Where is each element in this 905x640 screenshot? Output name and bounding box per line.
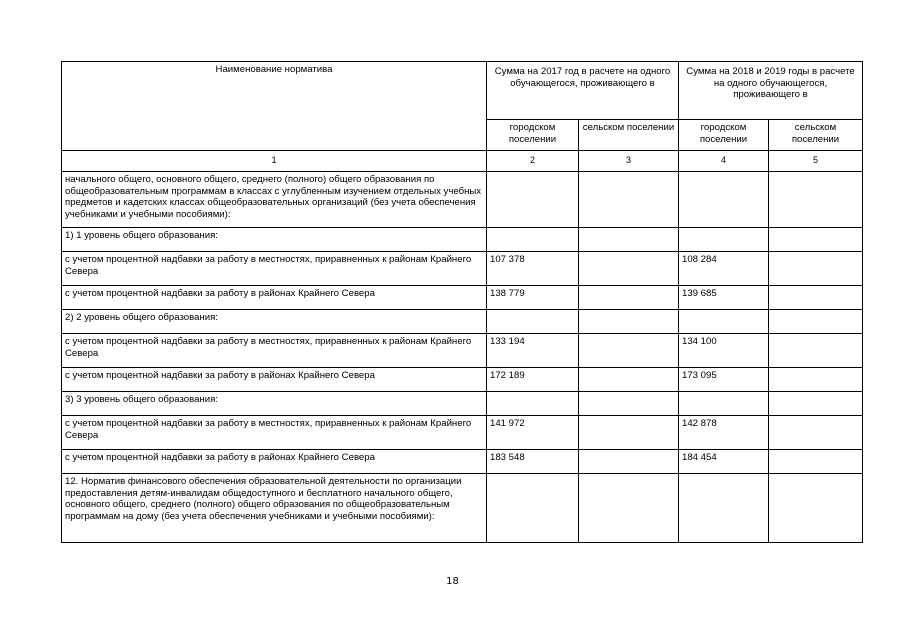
row-name-cell: с учетом процентной надбавки за работу в местностях, приравненных к районам Крайнего Севера (62, 334, 487, 368)
value-2018-rural (769, 416, 863, 450)
value-2017-urban (487, 310, 579, 334)
normatives-table (61, 61, 863, 543)
row-name-cell: 12. Норматив финансового обеспечения образовательной деятельности по организации предоставления детям-инвалидам общедоступного и бесплатного начального общего, основного общего, среднего (полного) общего образования по общеобразовательным программам на дому (без учета обеспечения учебниками и учебными пособиями): (62, 474, 487, 543)
value-2017-urban: 172 189 (487, 368, 579, 392)
value-2018-urban: 139 685 (679, 286, 769, 310)
value-2018-rural (769, 286, 863, 310)
table-row (62, 368, 863, 392)
value-2017-rural (579, 334, 679, 368)
table-row (62, 252, 863, 286)
row-name-cell: с учетом процентной надбавки за работу в местностях, приравненных к районам Крайнего Севера (62, 252, 487, 286)
value-2018-urban: 108 284 (679, 252, 769, 286)
value-2018-rural (769, 450, 863, 474)
value-2017-rural (579, 286, 679, 310)
value-2017-rural (579, 368, 679, 392)
value-2018-urban: 173 095 (679, 368, 769, 392)
column-number: 3 (579, 151, 679, 172)
value-2017-rural (579, 416, 679, 450)
table-row (62, 334, 863, 368)
table-row (62, 228, 863, 252)
table-row (62, 310, 863, 334)
header-2018-urban: городском поселении (679, 120, 769, 151)
value-2017-rural (579, 474, 679, 543)
header-2017-rural: сельском поселении (579, 120, 679, 151)
value-2018-rural (769, 474, 863, 543)
value-2018-urban (679, 474, 769, 543)
header-2017-urban: городском поселении (487, 120, 579, 151)
value-2018-urban (679, 172, 769, 228)
value-2018-urban (679, 392, 769, 416)
row-name-cell: 3) 3 уровень общего образования: (62, 392, 487, 416)
value-2017-urban: 141 972 (487, 416, 579, 450)
header-group-2018-2019: Сумма на 2018 и 2019 годы в расчете на одного обучающегося, проживающего в (679, 62, 863, 120)
row-name-cell: с учетом процентной надбавки за работу в районах Крайнего Севера (62, 450, 487, 474)
value-2018-rural (769, 334, 863, 368)
row-name-cell: с учетом процентной надбавки за работу в районах Крайнего Севера (62, 368, 487, 392)
value-2018-rural (769, 172, 863, 228)
column-numbers-row (62, 151, 863, 172)
value-2018-rural (769, 392, 863, 416)
value-2017-rural (579, 310, 679, 334)
value-2017-urban: 107 378 (487, 252, 579, 286)
row-name-cell: с учетом процентной надбавки за работу в районах Крайнего Севера (62, 286, 487, 310)
column-number: 4 (679, 151, 769, 172)
value-2018-urban (679, 228, 769, 252)
value-2017-urban: 183 548 (487, 450, 579, 474)
row-name-cell: с учетом процентной надбавки за работу в местностях, приравненных к районам Крайнего Севера (62, 416, 487, 450)
value-2018-rural (769, 368, 863, 392)
value-2017-rural (579, 228, 679, 252)
header-name-column: Наименование норматива (62, 62, 487, 151)
row-name-cell: 1) 1 уровень общего образования: (62, 228, 487, 252)
page-number: 18 (446, 576, 459, 587)
value-2018-urban: 142 878 (679, 416, 769, 450)
value-2017-rural (579, 392, 679, 416)
value-2017-rural (579, 172, 679, 228)
value-2018-rural (769, 252, 863, 286)
column-number: 1 (62, 151, 487, 172)
table-row (62, 172, 863, 228)
table-row (62, 286, 863, 310)
table-row (62, 416, 863, 450)
value-2017-urban: 133 194 (487, 334, 579, 368)
value-2018-rural (769, 310, 863, 334)
value-2018-urban: 184 454 (679, 450, 769, 474)
table-row (62, 474, 863, 543)
value-2017-urban (487, 228, 579, 252)
value-2017-urban: 138 779 (487, 286, 579, 310)
column-number: 2 (487, 151, 579, 172)
value-2018-rural (769, 228, 863, 252)
table-row (62, 392, 863, 416)
value-2018-urban (679, 310, 769, 334)
value-2017-urban (487, 172, 579, 228)
value-2018-urban: 134 100 (679, 334, 769, 368)
column-number: 5 (769, 151, 863, 172)
header-2018-rural: сельском поселении (769, 120, 863, 151)
row-name-cell: 2) 2 уровень общего образования: (62, 310, 487, 334)
value-2017-rural (579, 252, 679, 286)
value-2017-urban (487, 474, 579, 543)
table-row (62, 450, 863, 474)
value-2017-urban (487, 392, 579, 416)
row-name-cell: начального общего, основного общего, среднего (полного) общего образования по общеобразовательным программам в классах с углубленным изучением отдельных учебных предметов и кадетских классах общеобразовательных организаций (без учета обеспечения учебниками и учебными пособиями): (62, 172, 487, 228)
value-2017-rural (579, 450, 679, 474)
header-group-2017: Сумма на 2017 год в расчете на одного обучающегося, проживающего в (487, 62, 679, 120)
